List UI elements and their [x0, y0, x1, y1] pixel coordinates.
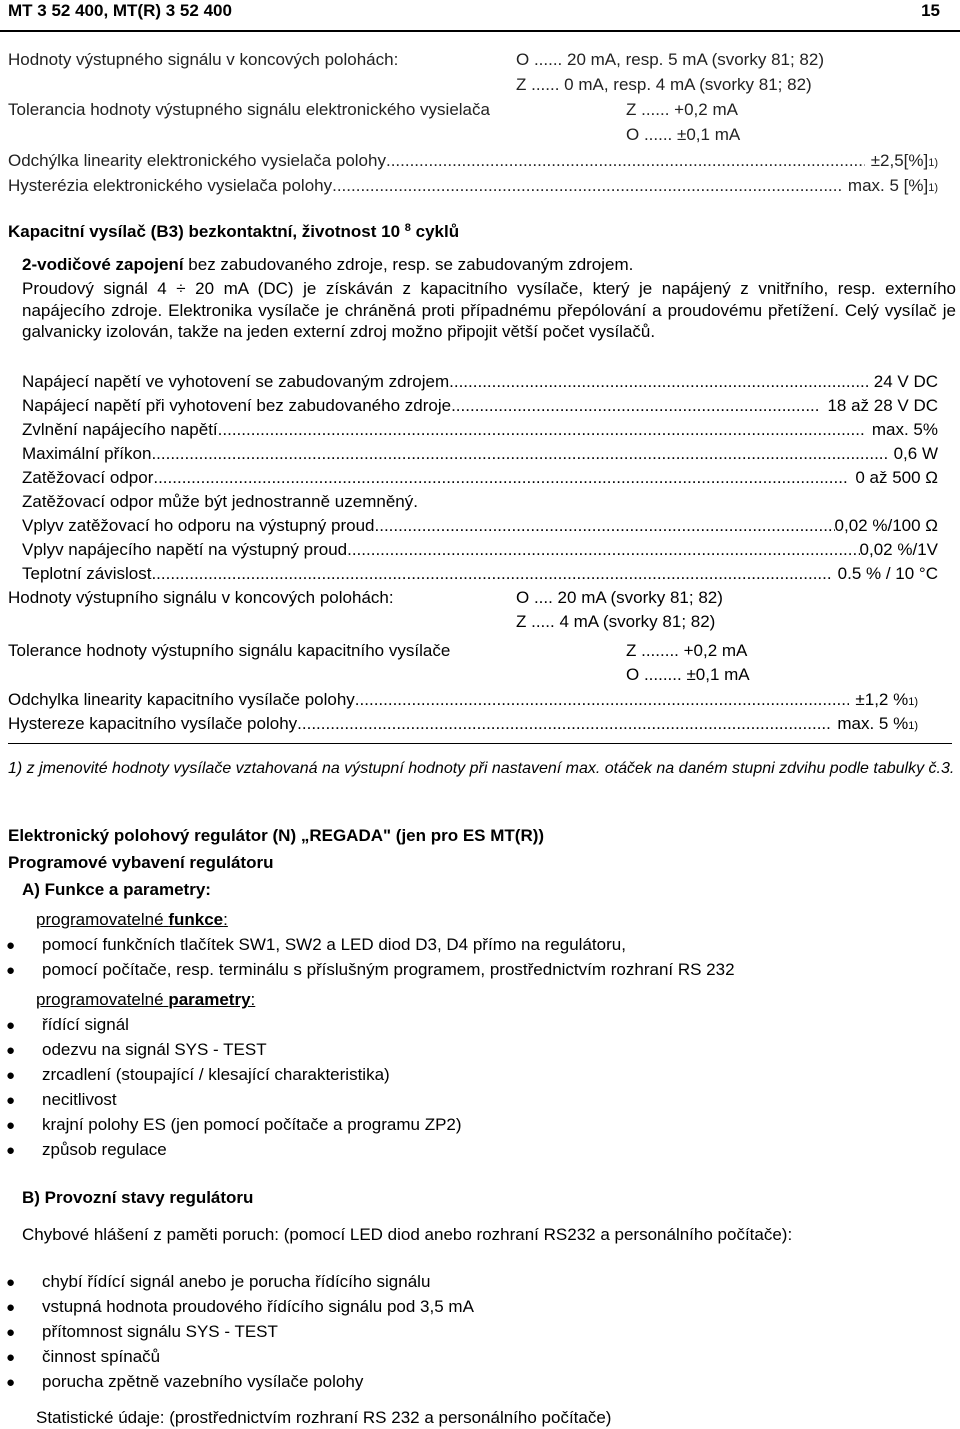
cap-spec-row: [22, 372, 938, 392]
page-number: 15: [921, 1, 940, 20]
cap-output-z: Z ..... 4 mA (svorky 81; 82): [516, 612, 716, 631]
cap-spec-value: max. 5%: [871, 420, 938, 439]
cap-spec-row: [22, 420, 938, 440]
bullet-icon: ●: [6, 1299, 16, 1316]
bullet-icon: ●: [6, 1274, 16, 1291]
reg-param-item: krajní polohy ES (jen pomocí počítače a programu ZP2): [42, 1115, 462, 1134]
sk-hysteresis-row: Hysterézia elektronického vysielača polohy ..... max. 5 [%] 1): [8, 176, 938, 196]
reg-param-item: odezvu na signál SYS - TEST: [42, 1040, 267, 1059]
cap-spec-value: 24 V DC: [873, 372, 938, 391]
reg-statistics: Statistické údaje: (prostřednictvím rozhraní RS 232 a personálního počítače): [36, 1408, 612, 1427]
bullet-icon: ●: [6, 937, 16, 954]
reg-param-item: řídící signál: [42, 1015, 129, 1034]
footnote: 1) z jmenovité hodnoty vysílače vztahovaná na výstupní hodnoty při nastavení max. otáček na daném stupni zdvihu podle tabulky č.3.: [8, 760, 955, 777]
bullet-icon: ●: [6, 1349, 16, 1366]
cap-spec-row: [22, 396, 938, 416]
sk-linearity-value: ±2,5[%]: [870, 151, 929, 170]
reg-param-item: zrcadlení (stoupající / klesající charakteristika): [42, 1065, 390, 1084]
bullet-icon: ●: [6, 1117, 16, 1134]
bullet-icon: ●: [6, 1142, 16, 1159]
sk-tolerance-z: Z ...... +0,2 mA: [626, 100, 738, 119]
sk-output-o: O ...... 20 mA, resp. 5 mA (svorky 81; 82): [516, 50, 824, 69]
cap-paragraph: Proudový signál 4 ÷ 20 mA (DC) je získáván z kapacitního vysílače, který je napájený z vnitřního, resp. externího napájecího zdroje. Elektronika vysílače je chráněná proti případnému přepólování a proudovému přetížení. Celý vysílač je galvanicky izolován, takže na jeden externí zdroj možno připojit větší počet vysílačů.: [22, 279, 956, 341]
reg-error-item: porucha zpětně vazebního vysílače polohy: [42, 1372, 364, 1391]
cap-spec-value: 0,6 W: [893, 444, 938, 463]
cap-spec-value: 0 až 500 Ω: [855, 468, 938, 487]
bullet-icon: ●: [6, 1017, 16, 1034]
cap-spec-label: Maximální příkon: [22, 444, 152, 463]
cap-spec-row: [22, 564, 938, 584]
bullet-icon: ●: [6, 1042, 16, 1059]
reg-error-item: přítomnost signálu SYS - TEST: [42, 1322, 278, 1341]
sk-output-label: Hodnoty výstupného signálu v koncových polohách:: [8, 50, 399, 69]
reg-func-item: pomocí počítače, resp. terminálu s příslušným programem, prostřednictvím rozhraní RS 232: [42, 960, 735, 979]
reg-title: Elektronický polohový regulátor (N) „REGADA" (jen pro ES MT(R)): [8, 826, 545, 845]
reg-param-item: necitlivost: [42, 1090, 117, 1109]
sk-linearity-row: Odchýlka linearity elektronického vysielača polohy ..... ±2,5[%] 1): [8, 151, 938, 171]
bullet-icon: ●: [6, 1067, 16, 1084]
cap-spec-row: [22, 468, 938, 488]
sk-linearity-label: Odchýlka linearity elektronického vysielača polohy: [8, 151, 386, 170]
reg-func-item: pomocí funkčních tlačítek SW1, SW2 a LED diod D3, D4 přímo na regulátoru,: [42, 935, 626, 954]
reg-param-colon: :: [250, 990, 256, 1009]
cap-hysteresis-row: Hystereze kapacitního vysílače polohy ..... max. 5 % 1): [8, 714, 918, 734]
cap-spec-row: [22, 444, 938, 464]
cap-spec-value: 18 až 28 V DC: [827, 396, 938, 415]
bullet-icon: ●: [6, 1374, 16, 1391]
reg-param-heading: [36, 990, 255, 1010]
reg-func-pre: programovatelné: [36, 910, 164, 929]
bullet-icon: ●: [6, 962, 16, 979]
cap-spec-label: Vplyv zatěžovací ho odporu na výstupný proud: [22, 516, 375, 535]
cap-spec-label: Zvlnění napájecího napětí: [22, 420, 218, 439]
cap-wiring-rest: bez zabudovaného zdroje, resp. se zabudovaným zdrojem.: [188, 255, 634, 274]
cap-title: [8, 222, 459, 242]
cap-spec-value: 0.5 % / 10 °C: [837, 564, 938, 583]
cap-tolerance-z: Z ........ +0,2 mA: [626, 641, 748, 660]
cap-linearity-row: Odchylka linearity kapacitního vysílače polohy ..... ±1,2 % 1): [8, 690, 918, 710]
cap-spec-value: 0,02 %/1V: [859, 540, 938, 559]
cap-spec-value: 0,02 %/100 Ω: [834, 516, 938, 535]
footnote-rule: [8, 743, 952, 744]
cap-spec-row: [22, 516, 938, 536]
cap-spec-label: Napájecí napětí při vyhotovení bez zabudovaného zdroje: [22, 396, 452, 415]
reg-func-bold: funkce: [168, 910, 224, 929]
cap-spec-label: Napájecí napětí ve vyhotovení se zabudovaným zdrojem: [22, 372, 450, 391]
cap-title-text: Kapacitní vysílač (B3) bezkontaktní, životnost 10: [8, 222, 401, 241]
reg-param-item: způsob regulace: [42, 1140, 167, 1159]
cap-title-end: cyklů: [415, 222, 460, 241]
cap-output-label: Hodnoty výstupního signálu v koncových polohách:: [8, 588, 394, 607]
cap-spec-row: [22, 540, 938, 560]
cap-wiring: [22, 255, 633, 275]
reg-subtitle: Programové vybavení regulátoru: [8, 853, 274, 872]
cap-spec-label: Teplotní závislost: [22, 564, 152, 583]
cap-spec-label: Zatěžovací odpor: [22, 468, 154, 487]
sk-output-z: Z ...... 0 mA, resp. 4 mA (svorky 81; 82): [516, 75, 812, 94]
cap-load-note: Zatěžovací odpor může být jednostranně uzemněný.: [22, 492, 418, 511]
cap-title-exp: 8: [404, 222, 411, 234]
cap-linearity-label: Odchylka linearity kapacitního vysílače polohy: [8, 690, 355, 709]
reg-error-item: činnost spínačů: [42, 1347, 161, 1366]
sk-tolerance-o: O ...... ±0,1 mA: [626, 125, 741, 144]
reg-param-bold: parametry: [168, 990, 251, 1009]
cap-spec-label: Vplyv napájecího napětí na výstupný proud: [22, 540, 348, 559]
reg-section-a: A) Funkce a parametry:: [22, 880, 211, 899]
reg-func-colon: :: [223, 910, 228, 929]
reg-error-item: chybí řídící signál anebo je porucha řídícího signálu: [42, 1272, 431, 1291]
cap-output-o: O .... 20 mA (svorky 81; 82): [516, 588, 723, 607]
sk-hysteresis-label: Hysterézia elektronického vysielača polohy: [8, 176, 333, 195]
bullet-icon: ●: [6, 1092, 16, 1109]
cap-hysteresis-label: Hystereze kapacitního vysílače polohy: [8, 714, 298, 733]
reg-func-heading: [36, 910, 228, 930]
bullet-icon: ●: [6, 1324, 16, 1341]
reg-error-item: vstupná hodnota proudového řídícího signálu pod 3,5 mA: [42, 1297, 474, 1316]
reg-error-text: Chybové hlášení z paměti poruch: (pomocí LED diod anebo rozhraní RS232 a personálního počítače):: [22, 1225, 793, 1244]
cap-tolerance-label: Tolerance hodnoty výstupního signálu kapacitního vysílače: [8, 641, 451, 660]
sk-tolerance-label: Tolerancia hodnoty výstupného signálu elektronického vysielača: [8, 100, 490, 119]
cap-hysteresis-value: max. 5 %: [837, 714, 909, 733]
cap-tolerance-o: O ........ ±0,1 mA: [626, 665, 750, 684]
page-header: [0, 0, 960, 32]
cap-wiring-bold: 2-vodičové zapojení: [22, 255, 184, 274]
cap-linearity-value: ±1,2 %: [855, 690, 909, 709]
header-title: MT 3 52 400, MT(R) 3 52 400: [8, 1, 232, 20]
sk-hysteresis-value: max. 5 [%]: [847, 176, 929, 195]
reg-param-pre: programovatelné: [36, 990, 164, 1009]
reg-section-b: B) Provozní stavy regulátoru: [22, 1188, 254, 1207]
